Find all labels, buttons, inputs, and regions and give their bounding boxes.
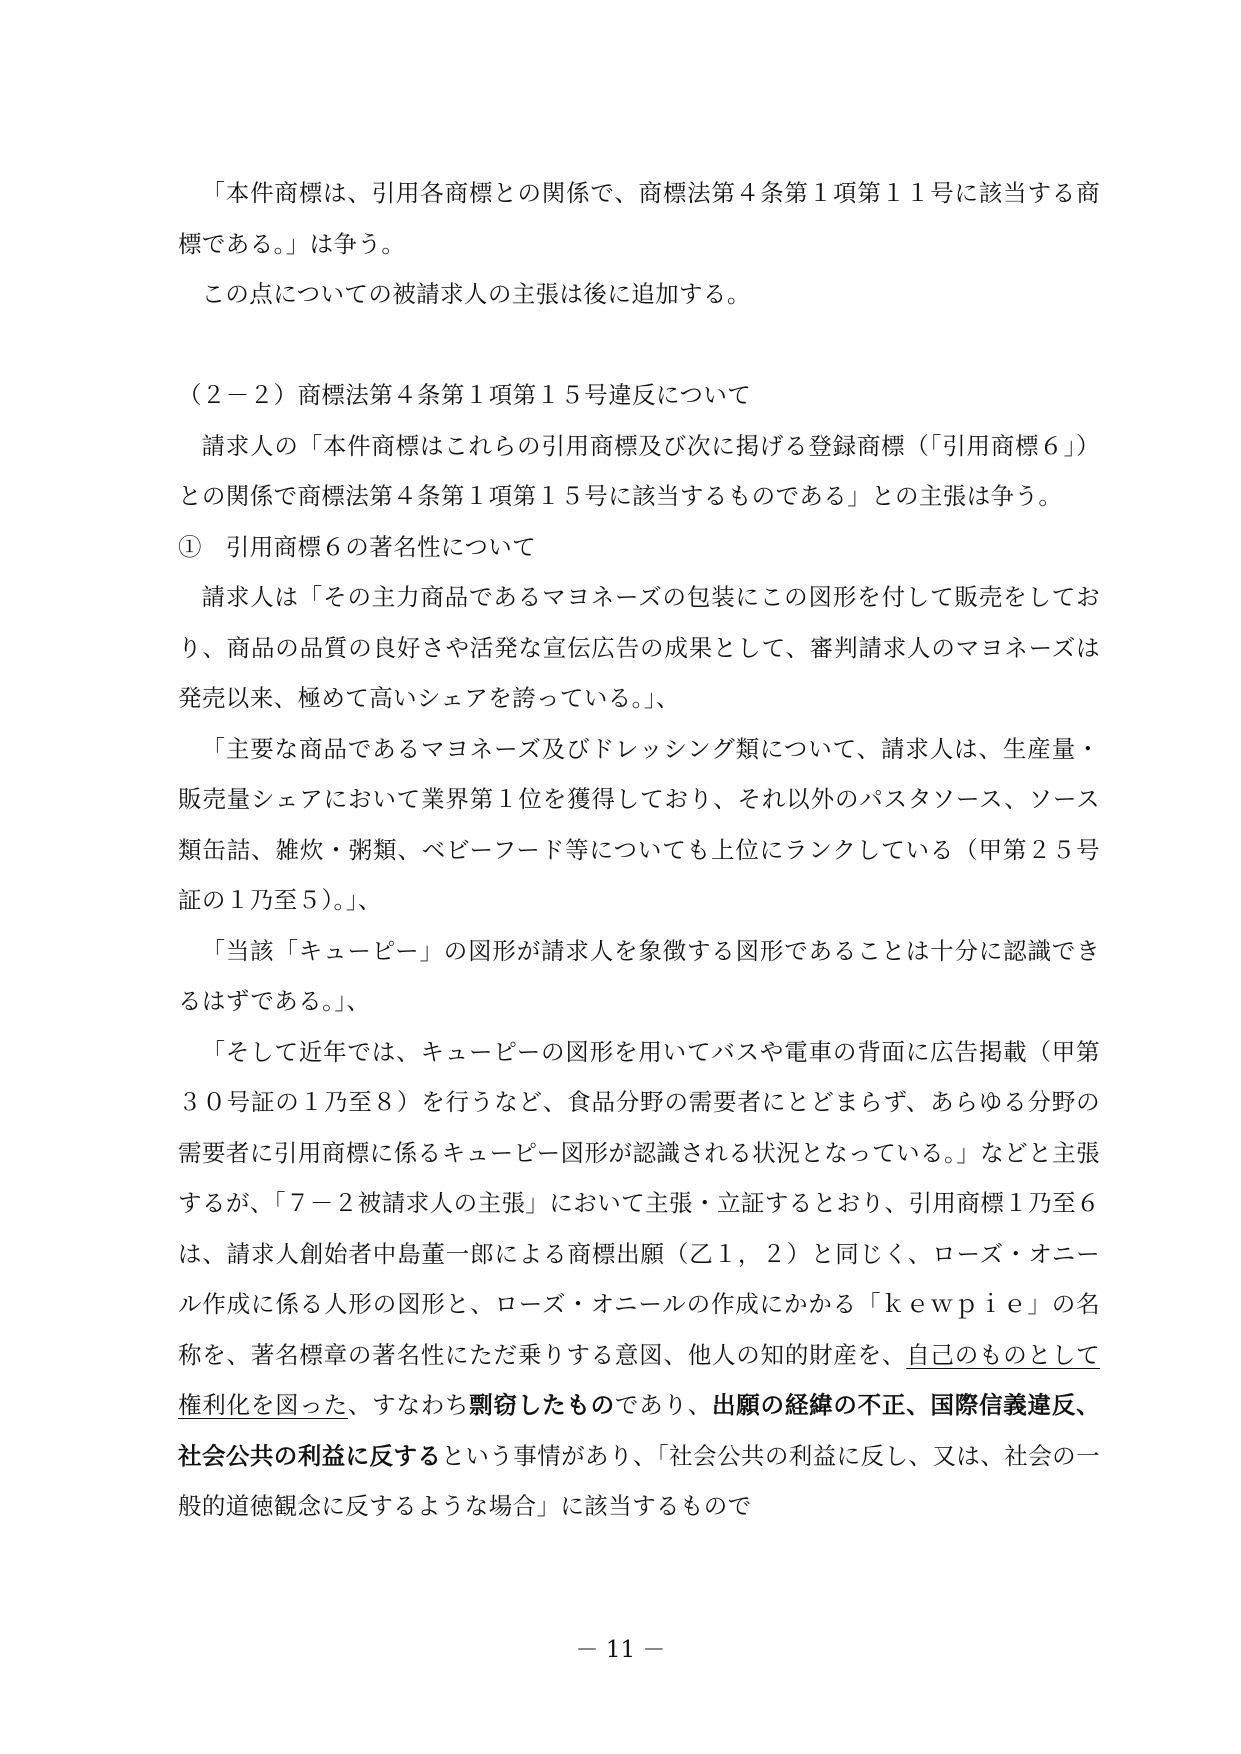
section-heading-2-2: （２－２）商標法第４条第１項第１５号違反について	[178, 381, 752, 409]
closing-text: という事情があり、「社会公共の利益に反し、又は、社会の一般的道徳観念に反するような場合」に該当するもので	[178, 1441, 1100, 1520]
connector-text: 、すなわち	[347, 1391, 470, 1419]
paragraph-claim-11: 「本件商標は、引用各商標との関係で、商標法第４条第１項第１１号に該当する商標である。」は争う。	[178, 179, 1100, 258]
paragraph-note: この点についての被請求人の主張は後に追加する。	[201, 280, 751, 308]
bold-phrase-plagiarism: 剽窃したもの	[469, 1391, 615, 1419]
document-body	[178, 168, 1100, 1532]
paragraph-claim-15: 請求人の「本件商標はこれらの引用商標及び次に掲げる登録商標（「引用商標６」）との関係で商標法第４条第１項第１５号に該当するものである」との主張は争う。	[178, 431, 1100, 510]
paragraph-quote-3: 「当該「キューピー」の図形が請求人を象徴する図形であることは十分に認識できるはずである。」、	[178, 936, 1100, 1015]
bold-phrase-injustice: 出願の経緯の不正、国際信義違反、社会公共の利益に反する	[178, 1391, 1100, 1470]
paragraph-argument	[178, 1027, 1100, 1532]
paragraph-quote-1: 請求人は「その主力商品であるマヨネーズの包装にこの図形を付して販売をしており、商品の品質の良好さや活発な宣伝広告の成果として、審判請求人のマヨネーズは発売以来、極めて高いシェアを誇っている。」、	[178, 583, 1100, 712]
underlined-phrase: 自己のものとして権利化を図った	[178, 1340, 1100, 1419]
connector-text-2: であり、	[614, 1391, 713, 1419]
subheading-fame: ① 引用商標６の著名性について	[178, 532, 537, 561]
argument-text: 「そして近年では、キューピーの図形を用いてバスや電車の背面に広告掲載（甲第３０号証の１乃至８）を行うなど、食品分野の需要者にとどまらず、あらゆる分野の需要者に引用商標に係るキューピー図形が認識される状況となっている。」などと主張するが、「７－２被請求人の主張」において主張・立証するとおり、引用商標１乃至６は、請求人創始者中島董一郎による商標出願（乙１，２）と同じく、ローズ・オニール作成に係る人形の図形と、ローズ・オニールの作成にかかる「ｋｅｗｐｉｅ」の名称を、著名標章の著名性にただ乗りする意図、他人の知的財産を、	[178, 1037, 1100, 1369]
paragraph-quote-2: 「主要な商品であるマヨネーズ及びドレッシング類について、請求人は、生産量・販売量シェアにおいて業界第１位を獲得しており、それ以外のパスタソース、ソース類缶詰、雑炊・粥類、ベビーフード等についても上位にランクしている（甲第２５号証の１乃至５）。」、	[178, 734, 1100, 914]
blank-line	[178, 320, 1100, 371]
page-number: － 11 －	[575, 1637, 666, 1663]
